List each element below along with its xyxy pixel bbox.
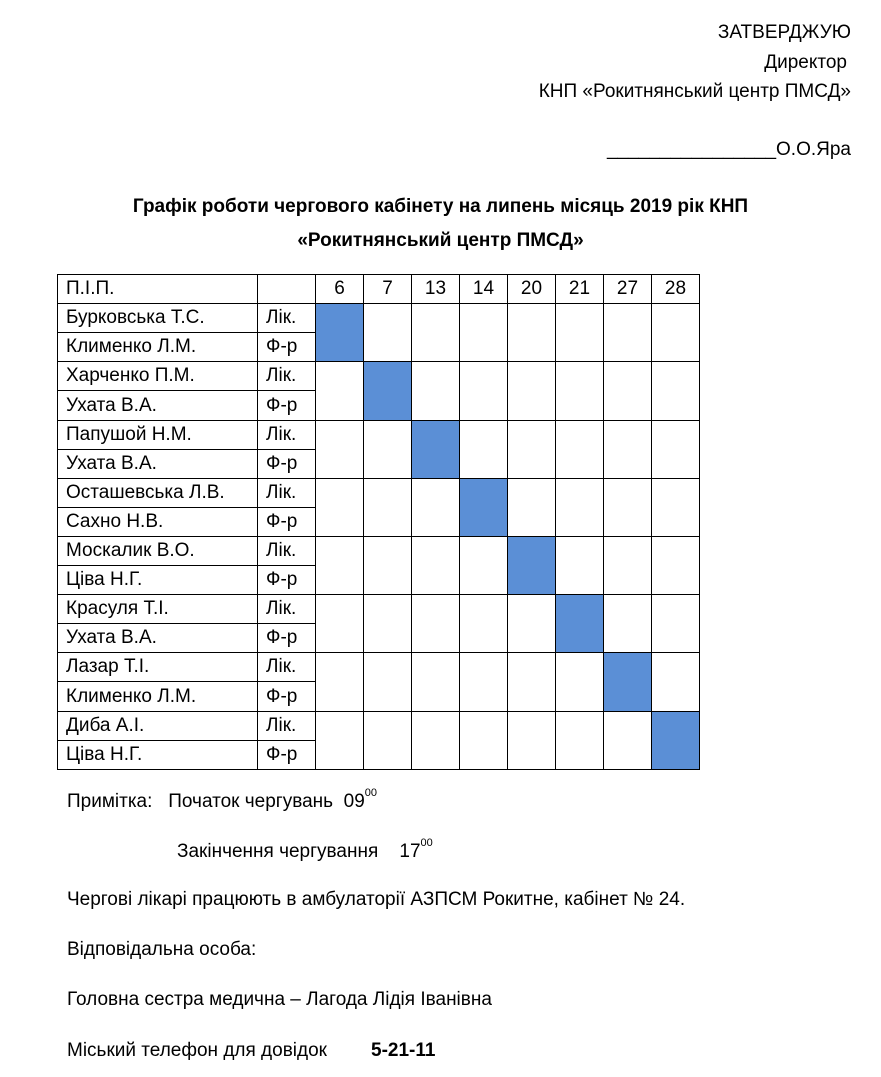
table-row [58,653,700,682]
schedule-cell [316,595,364,653]
staff-name: Ціва Н.Г. [58,741,258,770]
schedule-cell [652,362,700,421]
table-row [58,362,700,391]
approval-position: Директор [764,52,847,73]
duty-shift-cell [316,304,364,362]
table-row [58,537,700,566]
schedule-cell [460,304,508,362]
staff-name: Сахно Н.В. [58,508,258,537]
schedule-cell [652,479,700,537]
approval-heading: ЗАТВЕРДЖУЮ [717,22,851,43]
duty-shift-cell [460,479,508,537]
staff-name: Москалик В.О. [58,537,258,566]
schedule-cell [556,712,604,770]
schedule-cell [604,712,652,770]
staff-role: Лік. [258,537,316,566]
staff-name: Осташевська Л.В. [58,479,258,508]
start-minutes: 00 [364,787,378,799]
schedule-cell [364,595,412,653]
day-header: 14 [460,275,508,304]
staff-role: Ф-р [258,333,316,362]
schedule-cell [412,304,460,362]
schedule-cell [556,479,604,537]
schedule-cell [508,421,556,479]
schedule-cell [508,595,556,653]
responsible-label: Відповідальна особа: [67,939,257,960]
schedule-cell [364,479,412,537]
schedule-cell [316,479,364,537]
document-title-line1: Графік роботи чергового кабінету на липень місяць 2019 рік КНП [132,196,749,217]
staff-name: Диба А.І. [58,712,258,741]
start-label: Початок чергувань [168,791,334,812]
duty-schedule-table [57,274,700,770]
staff-role: Ф-р [258,682,316,712]
schedule-cell [316,712,364,770]
staff-role: Лік. [258,653,316,682]
schedule-cell [460,712,508,770]
schedule-cell [508,362,556,421]
schedule-cell [460,595,508,653]
staff-name: Ціва Н.Г. [58,566,258,595]
staff-role: Лік. [258,421,316,450]
end-minutes: 00 [420,837,433,849]
role-column-header [258,275,316,304]
end-label: Закінчення чергування [177,841,379,862]
schedule-cell [412,479,460,537]
schedule-cell [604,479,652,537]
approval-organization: КНП «Рокитнянський центр ПМСД» [538,81,851,102]
schedule-cell [412,537,460,595]
schedule-cell [556,537,604,595]
schedule-cell [364,421,412,479]
schedule-cell [652,304,700,362]
schedule-cell [316,362,364,421]
staff-role: Лік. [258,595,316,624]
name-column-header: П.І.П. [58,275,258,304]
schedule-cell [652,595,700,653]
schedule-cell [316,421,364,479]
schedule-cell [412,595,460,653]
schedule-cell [604,421,652,479]
note-start [67,787,378,813]
phone-label: Міський телефон для довідок [67,1040,327,1061]
staff-name: Папушой Н.М. [58,421,258,450]
schedule-cell [604,595,652,653]
schedule-cell [508,653,556,712]
table-row [58,712,700,741]
schedule-cell [604,537,652,595]
staff-role: Ф-р [258,566,316,595]
duty-shift-cell [412,421,460,479]
staff-name: Ухата В.А. [58,624,258,653]
duty-shift-cell [604,653,652,712]
approval-signature [607,139,851,161]
schedule-cell [460,362,508,421]
schedule-cell [460,537,508,595]
day-header: 7 [364,275,412,304]
schedule-cell [556,421,604,479]
schedule-cell [508,712,556,770]
responsible-person: Головна сестра медична – Лагода Лідія Іванівна [67,989,492,1010]
schedule-cell [364,653,412,712]
schedule-cell [316,653,364,712]
schedule-cell [556,304,604,362]
staff-name: Бурковська Т.С. [58,304,258,333]
document-title-line2: «Рокитнянський центр ПМСД» [297,230,584,251]
table-row [58,304,700,333]
staff-role: Лік. [258,712,316,741]
staff-name: Лазар Т.І. [58,653,258,682]
schedule-cell [460,421,508,479]
schedule-cell [412,653,460,712]
staff-name: Ухата В.А. [58,450,258,479]
phone-number: 5-21-11 [371,1040,436,1061]
phone-line [67,1040,435,1062]
schedule-cell [508,304,556,362]
staff-role: Ф-р [258,450,316,479]
staff-role: Лік. [258,304,316,333]
staff-name: Клименко Л.М. [58,682,258,712]
note-label: Примітка: [67,791,153,812]
schedule-cell [556,653,604,712]
table-header-row [58,275,700,304]
schedule-cell [412,712,460,770]
staff-name: Красуля Т.І. [58,595,258,624]
day-header: 6 [316,275,364,304]
schedule-cell [364,712,412,770]
note-end [177,837,433,863]
duty-shift-cell [508,537,556,595]
day-header: 21 [556,275,604,304]
signatory-name: О.О.Яра [776,139,851,160]
staff-role: Ф-р [258,624,316,653]
day-header: 20 [508,275,556,304]
staff-name: Ухата В.А. [58,391,258,421]
schedule-cell [316,537,364,595]
staff-role: Ф-р [258,391,316,421]
schedule-cell [652,653,700,712]
day-header: 28 [652,275,700,304]
schedule-cell [556,362,604,421]
staff-role: Ф-р [258,741,316,770]
staff-role: Ф-р [258,508,316,537]
staff-role: Лік. [258,362,316,391]
schedule-cell [460,653,508,712]
start-hour: 09 [343,791,365,812]
day-header: 13 [412,275,460,304]
table-row [58,595,700,624]
staff-name: Харченко П.М. [58,362,258,391]
schedule-cell [604,304,652,362]
signature-line: ________________ [606,139,777,160]
duty-shift-cell [556,595,604,653]
duty-shift-cell [652,712,700,770]
schedule-cell [604,362,652,421]
day-header: 27 [604,275,652,304]
table-row [58,421,700,450]
schedule-cell [364,537,412,595]
schedule-cell [508,479,556,537]
staff-role: Лік. [258,479,316,508]
schedule-cell [652,421,700,479]
schedule-cell [412,362,460,421]
location-note: Чергові лікарі працюють в амбулаторії АЗПСМ Рокитне, кабінет № 24. [67,889,686,910]
schedule-cell [652,537,700,595]
staff-name: Клименко Л.М. [58,333,258,362]
duty-shift-cell [364,362,412,421]
table-row [58,479,700,508]
schedule-cell [364,304,412,362]
end-hour: 17 [399,841,421,862]
